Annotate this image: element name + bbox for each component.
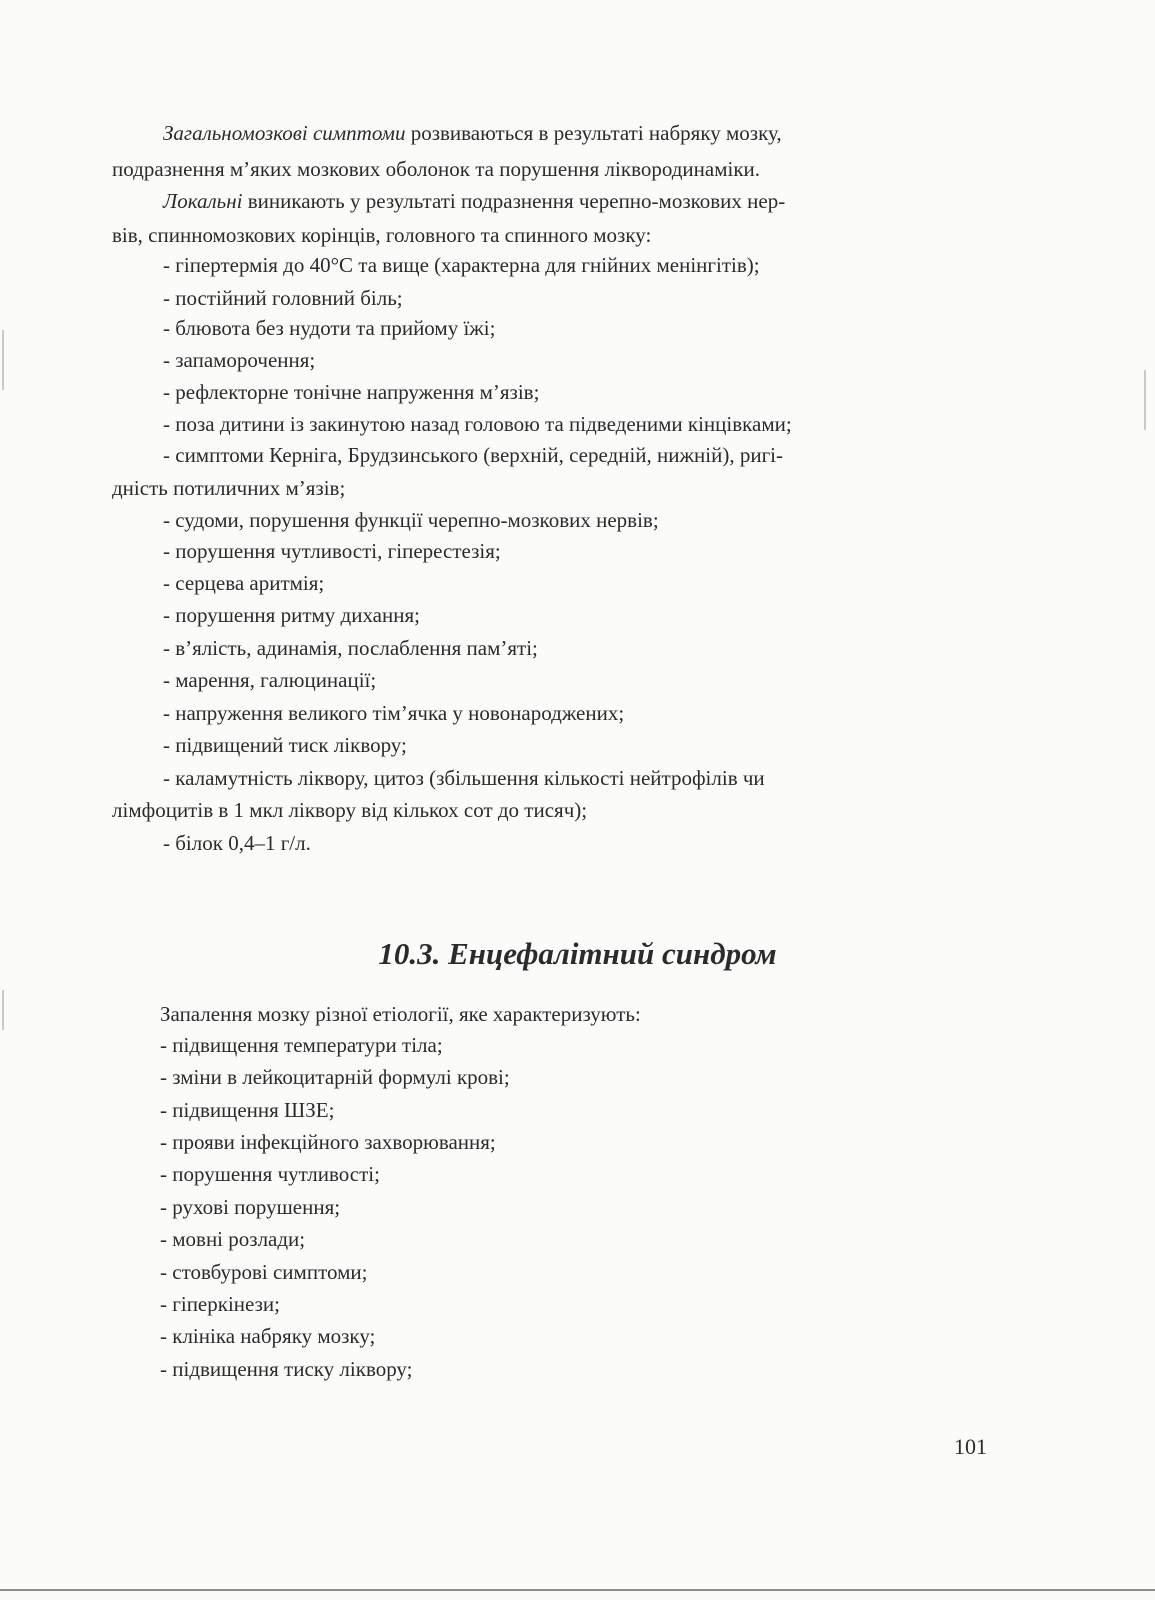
paragraph-general-symptoms bbox=[163, 119, 782, 147]
list-item: - зміни в лейкоцитарній формулі крові; bbox=[160, 1065, 510, 1089]
list-item: - блювота без нудоти та прийому їжі; bbox=[163, 316, 496, 340]
paragraph-local-symptoms bbox=[163, 187, 785, 215]
list-item: - каламутність ліквору, цитоз (збільшення кількості нейтрофілів чи bbox=[163, 766, 765, 790]
paragraph-text: виникають у результаті подразнення черепно-мозкових нер- bbox=[242, 189, 786, 213]
list-item: - порушення чутливості, гіперестезія; bbox=[163, 539, 501, 563]
term-local-symptoms: Локальні bbox=[163, 189, 243, 213]
scan-edge-line bbox=[0, 1589, 1155, 1591]
list-item: - прояви інфекційного захворювання; bbox=[160, 1130, 496, 1154]
section-heading: 10.3. Енцефалітний синдром bbox=[378, 936, 777, 971]
list-item: - стовбурові симптоми; bbox=[160, 1260, 368, 1284]
list-item: - підвищений тиск ліквору; bbox=[163, 733, 407, 757]
list-item: - білок 0,4–1 г/л. bbox=[163, 831, 311, 855]
list-item: - порушення ритму дихання; bbox=[163, 603, 420, 627]
paragraph-text: розвиваються в результаті набряку мозку, bbox=[405, 121, 782, 145]
paragraph-line: вів, спинномозкових корінців, головного та спинного мозку: bbox=[112, 223, 652, 247]
list-item: - порушення чутливості; bbox=[160, 1162, 380, 1186]
list-item: - гіпертермія до 40°С та вище (характерна для гнійних менінгітів); bbox=[163, 253, 760, 277]
section-intro: Запалення мозку різної етіології, яке характеризують: bbox=[160, 1002, 641, 1026]
list-item: - запаморочення; bbox=[163, 348, 316, 372]
list-item: - підвищення тиску ліквору; bbox=[160, 1357, 413, 1381]
term-general-symptoms: Загальномозкові симптоми bbox=[163, 121, 406, 145]
list-item: - клініка набряку мозку; bbox=[160, 1324, 376, 1348]
list-item: - марення, галюцинації; bbox=[163, 668, 377, 692]
scan-artifact bbox=[2, 990, 4, 1030]
paragraph-line: подразнення м’яких мозкових оболонок та порушення ліквородинаміки. bbox=[112, 157, 761, 181]
list-item-continuation: лімфоцитів в 1 мкл ліквору від кількох сот до тисяч); bbox=[112, 798, 588, 822]
list-item: - рухові порушення; bbox=[160, 1195, 341, 1219]
list-item: - напруження великого тім’ячка у новонароджених; bbox=[163, 701, 625, 725]
list-item: - серцева аритмія; bbox=[163, 571, 325, 595]
list-item: - постійний головний біль; bbox=[163, 286, 403, 310]
scan-artifact bbox=[1144, 370, 1146, 430]
scan-artifact bbox=[2, 330, 4, 390]
page-number: 101 bbox=[954, 1434, 987, 1459]
list-item: - рефлекторне тонічне напруження м’язів; bbox=[163, 380, 540, 404]
list-item: - підвищення температури тіла; bbox=[160, 1033, 443, 1057]
list-item-continuation: дність потиличних м’язів; bbox=[112, 476, 346, 500]
list-item: - мовні розлади; bbox=[160, 1227, 306, 1251]
list-item: - гіперкінези; bbox=[160, 1292, 280, 1316]
list-item: - симптоми Керніга, Брудзинського (верхній, середній, нижній), ригі- bbox=[163, 443, 784, 467]
list-item: - судоми, порушення функції черепно-мозкових нервів; bbox=[163, 508, 659, 532]
list-item: - в’ялість, адинамія, послаблення пам’яті; bbox=[163, 636, 538, 660]
list-item: - поза дитини із закинутою назад головою та підведеними кінцівками; bbox=[163, 412, 792, 436]
list-item: - підвищення ШЗЕ; bbox=[160, 1098, 335, 1122]
